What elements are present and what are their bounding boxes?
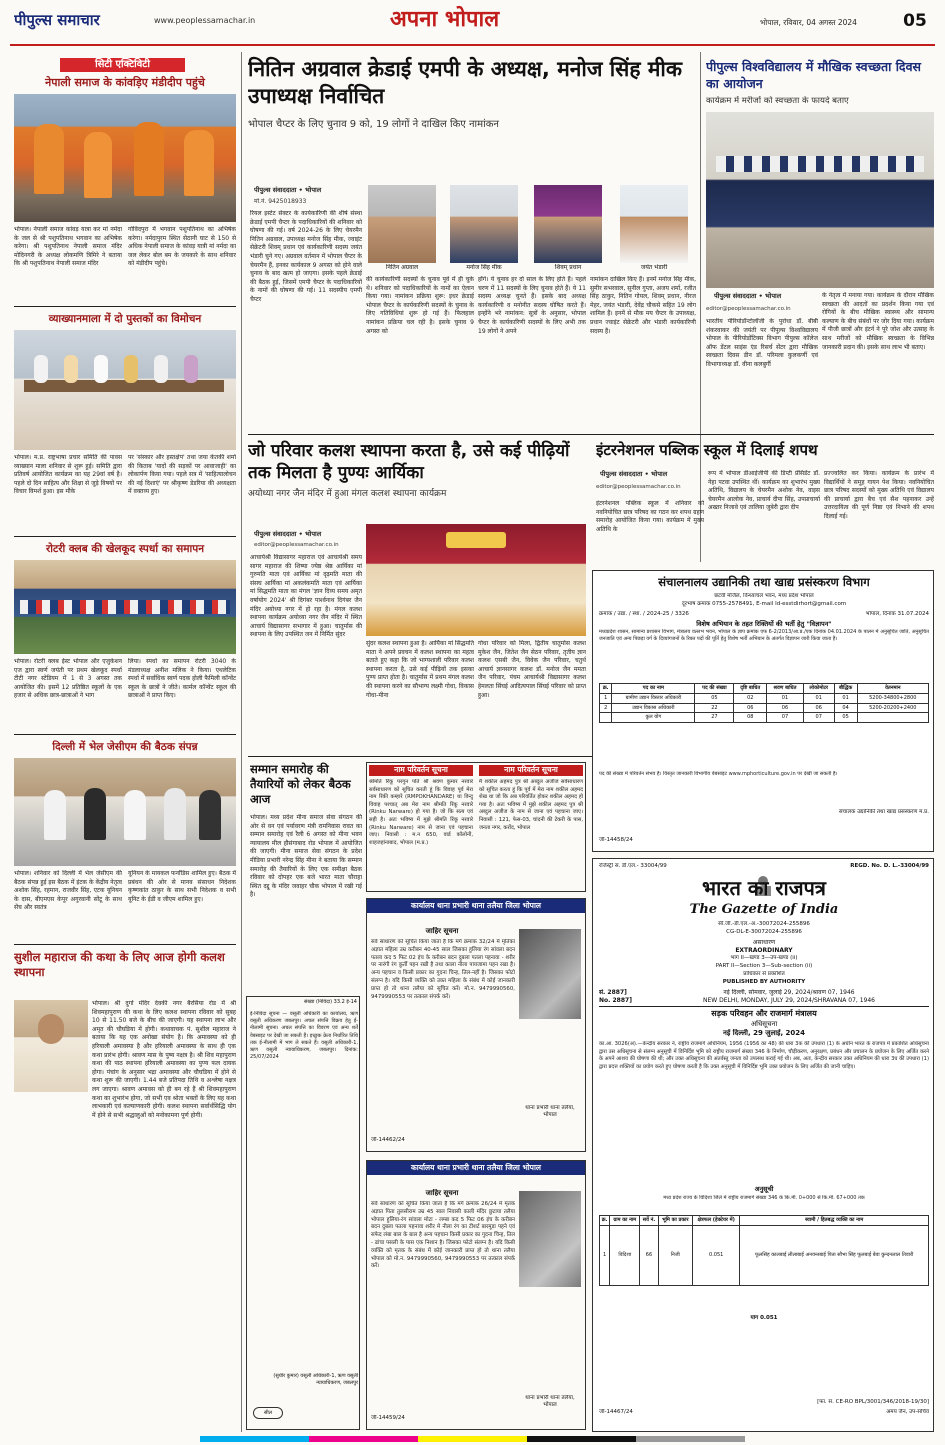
police-notice-sign: थाना प्रभारी थाना तलैया, भोपाल: [525, 1105, 575, 1119]
table-cell: 5200-20200+2400: [857, 703, 928, 713]
section-divider: [592, 434, 934, 435]
credai-caption: जयंत भंडारी: [640, 264, 668, 271]
police-notice-ref: जी-14462/24: [371, 1137, 405, 1143]
gazette-auth-hi: प्राधिकार से प्रकाशित: [743, 971, 785, 977]
credai-portrait-nitin: [368, 185, 436, 263]
tender-seal: सील: [253, 1407, 283, 1419]
table-header: सर्वे नं.: [640, 1216, 658, 1226]
gazette-part-hi: भाग II—खण्ड 3—उप-खण्ड (ii): [730, 955, 798, 961]
rotary-headline: रोटरी क्लब की खेलकूद स्पर्धा का समापन: [45, 543, 205, 555]
masthead-rule: [10, 44, 935, 46]
samman-text: भोपाल। मध्य प्रदेश मीना समाज सेवा संगठन की ओर से वन एवं पर्यावरण मंत्री रामनिवास रावत का सम्मान समारोह एवं रैली 6 अगस्त को मीना भवन न्यायालय मील हौसंगाबाद रोड भोपाल में आयोजित की जाएगी। मीना समाज सेवा संगठन के प्रदेश मीडिया प्रभारी नरेन्द्र सिंह मीना ने बताया कि सम्मान समारोह की तैयारियों के लिए एक समीक्षा बैठक रविवार को दोपहर एक बजे भारत माता चौराहा स्थित दद्दू के मंदिर जवाहर चौक भोपाल में रखी गई है।: [250, 814, 362, 899]
bhel-meeting-photo: [14, 758, 236, 866]
gazette-extra-hi: असाधारण: [752, 939, 776, 946]
gazette-footer-sign: अमय जैन, उप-सचिव: [886, 1409, 929, 1415]
table-cell: निजी: [658, 1225, 692, 1285]
city-activity-col1: भोपाल। नेपाली समाज कांवड़ यात्रा कर मां नर्मदा के जल से श्री पशुपतिनाथ भगवान का अभिषेक करेगा। श्री पशुपतिनाथ नेपाली समाज मंदिर मोदिनगरी के अध्यक्ष लोकमणि त्रिमिरे ने बताया कि श्री पशुपतिनाथ नेपाली समाज मंदिर: [14, 226, 122, 268]
police-notice-ref: जी-14459/24: [371, 1415, 405, 1421]
gazette-ref: जी-14467/24: [599, 1409, 633, 1415]
brand-logo: पीपुल्स समाचार: [14, 11, 100, 29]
police-notice-text: सर्व साधारण को सूचित किया जाता है कि मर्ग क्रमांक 26/24 मे मृतक अज्ञात पिता तुलसीराम उम्र 45 साल निवासी काली मंदिर छुटाया तलैया भोपाल हुलिया-रंग सांवला मोटा - लम्बा कद 5 फिट 06 इंच के करीबन बदन दुबला पतला पहनावा शरीर मे नीला रंग का टीशर्ट बारमूडा पहने एवं सफेद लंबा बाल के बाल है अन्य पहचान किसी प्रकार का गुदना चिन्ह, तिल - ढांचा पसली के पास एक निशान है। जिसका फोटो संलग्न है। यदि किसी व्यक्ति को मृतक के संबंध में कोई जानकारी प्राप्त हो तो थाना तलैया भोपाल को मो.न. 9479990560, 9479990553 पर तत्काल संपर्क करें।: [371, 1201, 515, 1270]
police-notice-heading: कार्यालय थाना प्रभारी थाना तलैया जिला भोपाल: [367, 1161, 585, 1175]
kalash-col2: सुंदर कलश स्थापना हुआ है। आर्यिका मां सिद्धमति माता ने अपने प्रवचन में कलश स्थापना का महत्व बताते हुए कहा कि जो भाग्यशाली परिवार कलश स्थापना करता है, उसे कई पीढ़ियों तक इसका पुण्य प्राप्त होता है। चातुर्मास में प्रथम मंगल कलश की स्थापना करने का सौभाग्य लक्ष्मी गोधा, विकास गोधा-मीना: [366, 640, 474, 699]
kalash-subhead: अयोध्या नगर जैन मंदिर में हुआ मंगल कलश स्थापना कार्यक्रम: [248, 489, 447, 499]
table-cell: उद्यान विकास अधिकारी: [612, 703, 695, 713]
website: www.peoplessamachar.in: [154, 16, 256, 25]
school-col2: रूप में भोपाल डीआईजीपी की डिप्टी प्रेसिडेंट डॉ. नेहा पटवा उपस्थित थीं। कार्यक्रम का शुभारंभ मुख्य अतिथि, विद्यालय के चेयरमैन अशोक नेव, वाइस चेयरमैन आलोक नेव, प्राचार्य दीपा सिंह, उपप्राचार्या अख्तर निजावे एवं तालिया जुबेरी द्वारा दीप: [708, 470, 820, 512]
credai-portrait-manoj: [450, 185, 518, 263]
section-divider: [14, 306, 236, 307]
university-col2: के नेतृत्व में मनाया गया। कार्यक्रम के दौरान मौखिक स्वच्छता की आदतों का प्रदर्शन किया गया एवं रोगियों के बीच मौखिक स्वास्थ्य और सामान्य कल्याण के बीच संबंधों पर जोर दिया गया। कार्यक्रम में पीजी छात्रों और इंटर्न ने पूरे जोश और उत्साह के साथ मरीजों को मौखिक स्वच्छता के विभिन्न जानकारी प्रदान की। इसके साथ लाभ भी बताए।: [822, 292, 934, 351]
table-header: ग्राम का नाम: [610, 1216, 640, 1226]
name-change-text: मैं शकील अहमद पुत्र श्री अब्दुल अजीज सर्वसाधारण को सूचित करता हूं कि पूर्व में मेरा नाम शकील अहमद शेख था जो कि अब परिवर्तित होकर शकील अहमद हो गया है। अतः भविष्य में मुझे शकील अहमद पुत्र श्री अब्दुल अजीज के नाम से जाना एवं पहचाना जाए। निवासी : 121, फेस-03, चांदनी की टेकरी के पास, जनता नगर, करोंद, भोपाल: [479, 779, 583, 831]
school-col1: इंटरनेशनल पब्लिक स्कूल में शनिवार को नवनियोचित छात्र परिषद का गठन कर शपथ ग्रहण समारोह आयोजित किया गया। कार्यक्रम में मुख्य अतिथि के: [596, 500, 704, 533]
credai-portrait-shivam: [534, 185, 602, 263]
university-email: editor@peoplessamachar.co.in: [706, 306, 791, 312]
table-cell: 08: [734, 713, 767, 723]
city-activity-col2: गोविंदपुरा में भगवान पशुपतिनाथ का अभिषेक करेगा। नर्मदापुरम स्थित सेठानी घाट से 150 से अधिक नेपाली समाज के कांवड़ यात्री मां नर्मदा का जल लेकर बोल बम के जयकारे के साथ शनिवार को मंडीदीप पहुंचे।: [128, 226, 236, 268]
university-group-photo: [706, 112, 934, 288]
tender-ref: संख्या (निविदा) 33.2 ई-14: [303, 999, 357, 1005]
table-header: भूमि का प्रकार: [658, 1216, 692, 1226]
kalash-ceremony-photo: [366, 524, 586, 636]
table-header: क्र.: [600, 684, 612, 694]
table-cell: 1: [600, 1225, 610, 1285]
gazette-ministry: सड़क परिवहन और राजमार्ग मंत्रालय: [711, 1009, 817, 1018]
section-divider: [14, 734, 236, 735]
table-cell: 01: [834, 693, 857, 703]
table-cell: 06: [803, 703, 834, 713]
table-header: लोकोमोटर: [803, 684, 834, 694]
gazette-code2: CG-DL-E-30072024-255896: [726, 929, 802, 935]
deceased-man-photo: [519, 1191, 581, 1287]
credai-byline: पीपुल्स संवाददाता • भोपाल: [254, 186, 322, 194]
table-row: [600, 693, 929, 703]
gazette-title-en: The Gazette of India: [689, 902, 839, 917]
gazette-extra-en: EXTRAORDINARY: [735, 947, 793, 954]
table-cell: 2: [600, 703, 612, 713]
horticulture-address: छटवी मंजिल, विन्ध्याचल भवन, मध्य प्रदेश भोपाल: [714, 593, 814, 599]
gazette-no-left: सं. 2887]: [599, 989, 627, 996]
table-cell: 01: [767, 693, 804, 703]
table-header: पद की संख्या: [695, 684, 734, 694]
table-cell: 07: [803, 713, 834, 723]
police-notice-heading: कार्यालय थाना प्रभारी थाना तलैया जिला भोपाल: [367, 899, 585, 913]
gazette-date-en: NEW DELHI, MONDAY, JULY 29, 2024/SHRAVANA 07, 1946: [702, 997, 876, 1004]
gazette-no-right: No. 2887]: [599, 997, 632, 1004]
gazette-reg-right: REGD. No. D. L.-33004/99: [850, 863, 929, 869]
table-cell: 07: [767, 713, 804, 723]
credai-headline: नितिन अग्रवाल क्रेडाई एमपी के अध्यक्ष, मनोज सिंह मीक उपाध्यक्ष निर्वाचित: [248, 57, 682, 108]
gazette-footer-ref: [फा. सं. CE-RO BPL/3001/346/2018-19/30]: [817, 1399, 929, 1405]
horticulture-ref: जी-14458/24: [599, 837, 633, 843]
university-byline: पीपुल्स संवाददाता • भोपाल: [714, 292, 782, 300]
police-notice-sign: थाना प्रभारी थाना तलैया, भोपाल: [525, 1395, 575, 1409]
horticulture-title: विशेष अभियान के तहत रिक्तियों की भर्ती हेतु "विज्ञापन": [696, 620, 832, 628]
gazette-notif-date: नई दिल्ली, 29 जुलाई, 2024: [722, 1029, 806, 1037]
color-registration-strip: [200, 1436, 745, 1442]
horticulture-footer: पद की संख्या में परिवर्तन संभव है। विस्तृत जानकारी विभागीय वेबसाइट www.mphorticulture.gov.in पर देखी जा सकती है।: [599, 771, 838, 777]
credai-col3: होंगे। ये चुनाव हर दो साल के लिए होते हैं। पहले चरण में 11 सदस्यों के लिए चुनाव होते हैं। ये 11 सदस्य अध्यक्ष चुनते हैं। इसके बाद अध्यक्ष कार्यकारिणी व मनोनीत सदस्य घोषित करते हैं। इन्होंने भरे नामांकन: सूत्रों के अनुसार, भोपाल चैप्टर के कार्यकारिणी सदस्यों के लिए अभी तक 19 लोगों ने अपने: [478, 276, 586, 335]
table-cell: विदिशा: [610, 1225, 640, 1285]
table-header: वेतनमान: [857, 684, 928, 694]
table-cell: 05: [834, 713, 857, 723]
gazette-auth-en: PUBLISHED BY AUTHORITY: [722, 979, 806, 985]
name-change-heading: नाम परिवर्तन सूचना: [369, 765, 473, 776]
gazette-notif: अधिसूचना: [750, 1020, 778, 1028]
section-divider: [14, 944, 236, 945]
name-change-text: श्रीमति रिंकू परगुन पति श्री श्रवण कुमार नरवारे सर्वसाधारण को सूचित करती हूं कि विवाह पूर्व मेरा नाम रिंकी कम्हारे (RMPOKHANDARE) था विन्दु विवाह पश्चात् अब मेरा नाम श्रीमति रिंकू नरवारे (Rinku Narware) हो गया है। जो कि सत्य एवं सही है। अतः भविष्य में मुझे श्रीमति रिंकू नरवारे (Rinku Narware) नाम से जाना एवं पहचाना जाए। निवासी : म.न 650, वार्ड कॉलोनी, शाहजहांनाबाद, भोपाल (म.प्र.): [369, 779, 473, 846]
rotary-col2: लिया। स्पर्धा का समापन रोटरी 3040 के मंडलाध्यक्ष अनीश मलिक ने किया। एथलेटिक स्पर्धा में सर्वाधिक स्वर्ण पदक होली फैमिली कॉन्वेंट स्कूल के छात्रों ने जीते। कार्मल कॉन्वेंट स्कूल की छात्राओं ने प्राप्त किए।: [128, 658, 236, 700]
gazette-rule: [599, 1006, 929, 1007]
bhel-col2: यूनियन के मायकल फर्नांडिस शामिल हुए। बैठक में प्रबंधन की ओर से मानव संसाधन निदेशक कृष्णकांत ठाकुर के साथ सभी निदेशक व सभी यूनिट के ईडी व जीएम शामिल हुए।: [128, 870, 236, 903]
table-header: क्र.: [600, 1216, 610, 1226]
horticulture-text: मध्यप्रदेश शासन, सामान्य प्रशासन विभाग, मंत्रालय वल्लभ भवन, भोपाल के ज्ञाप क्रमांक एफ 6-2/2013/आ.प्र./एक दिनांक 04.01.2024 के पालन में अनुसूचित जाति, अनुसूचित जनजाति एवं अन्य पिछड़ा वर्ग के दिव्यांगजनों के रिक्त पदों की पूर्ति हेतु विशेष भर्ती अभियान के अंतर्गत विज्ञापन जारी किया जाता है।: [599, 629, 929, 643]
dateline: भोपाल, रविवार, 04 अगस्त 2024: [760, 18, 857, 27]
horticulture-contact: दूरभाष क्रमांक 0755-2578491, E-mail Id-esstdirhort@gmail.com: [681, 601, 847, 607]
table-cell: फूलसिंह कालबाई लीलाबाई अनवन्तबाई पिता सौभा सिंह फूलबाई बेवा कुन्दनलाल तिवारी: [740, 1225, 929, 1285]
table-header: स्वामी / हितबद्ध व्यक्ति का नाम: [740, 1216, 929, 1226]
school-headline: इंटरनेशनल पब्लिक स्कूल में दिलाई शपथ: [596, 441, 818, 459]
police-notice-subhead: जाहिर सूचना: [425, 927, 459, 935]
gazette-schedule-note: मध्य प्रदेश राज्य के विदिशा जिले में राष्ट्रीय राजमार्ग संख्या 346 के कि.मी. 0+000 से कि.मी. 67+000 तक: [663, 1195, 865, 1201]
university-col1: भारतीय पीरियोडॉन्टोलॉजी के पुरोधा डॉ. बीबी शंकरवाकर की जयंती पर पीपुल्स विश्वविद्यालय भोपाल के पीरियोडोंटिक्स विभाग पीपुल्स कॉलेज ऑफ डेंटल साइंस एंड रिसर्च सेंटर द्वारा मौखिक स्वच्छता दिवस डीन डॉ. परिमला कुलकर्णी एवं विभागाध्यक्ष डॉ. वीना कलबुर्गी: [706, 318, 818, 368]
page-number: 05: [903, 11, 927, 31]
gazette-total: योग 0.051: [750, 1315, 778, 1321]
credai-col4: नामांकन दाखिल किए हैं। इनमें मनोज सिंह मीक, सुमीर सभरवाल, सुनील गुप्ता, अजय शर्मा, रजीत सिंह ठाकुर, नितिन गोयल, शिवम्‌ प्रधान, नीरज मेहर, जयंत भंडारी, देवेंद्र चौकसे सहित 19 लोग शामिल हैं। इनमें से मौक मय चैप्टर के उपाध्यक्ष, प्रधान ज्वाइंट सेक्रेटरी और भंडारी कार्यकारिणी सदस्य हैं।: [590, 276, 696, 335]
table-header: बौद्धिक: [834, 684, 857, 694]
table-cell: 02: [734, 693, 767, 703]
sushil-headline: सुशील महाराज की कथा के लिए आज होगी कलश स्थापना: [14, 950, 225, 979]
table-row: [600, 1225, 929, 1285]
kalash-byline: पीपुल्स संवाददाता • भोपाल: [254, 530, 322, 538]
kalash-col3: गोधा परिवार को मिला, द्वितीय चातुर्मास कलश मुकेश जैन, जितेश जैन सेठन परिवार, तृतीय ज्ञान कलश एसबी जैन, विवेक जैन परिवार, चतुर्थ आचार्य ज्ञानसागर कलश डॉ. मनोज जैन ममता जैन परिवार, पंचम आचार्यश्री विद्यासागर कलश हेमलता सिंघई आदित्यपाल सिंघई परिवार को प्राप्त हुआ।: [478, 640, 586, 699]
samman-headline: सम्मान समारोह की तैयारियों को लेकर बैठक आज: [250, 762, 351, 806]
school-col3: प्रज्ज्वलित कर किया। कार्यक्रम के प्रारंभ में विद्यार्थियों ने समूह गायन पेश किया। नवनियोचित छात्र परिषद सदस्यों को मुख्य अतिथि एवं विद्यालय की प्राचार्या द्वारा बैच एवं सैश पहनाकर उन्हें उत्तरदायित्व की पूर्ण निष्ठा एवं निभाने की शपथ दिलाई गई।: [824, 470, 934, 520]
university-headline: पीपुल्स विश्वविद्यालय में मौखिक स्वच्छता दिवस का आयोजन: [706, 59, 921, 91]
school-email: editor@peoplessamachar.co.in: [596, 484, 681, 490]
section-divider: [14, 536, 236, 537]
credai-portrait-jayant: [620, 185, 688, 263]
tender-sign: (सुधीर कुमार) वसूली अधिकारी-1, ऋण वसूली न्यायाधिकरण, जबलपुर: [273, 1373, 358, 1386]
horticulture-order-date: भोपाल, दिनांक 31.07.2024: [865, 611, 929, 617]
kalash-col1: आचार्यश्री विद्यासागर महाराज एवं आचार्यश्री समय सागर महाराज की शिष्या ज्येष्ठ श्रेष्ठ आर्यिका मां गुरुमति माता एवं आर्यिका मां दृढ़मति माता की संसघ आर्यिका मां अकलंकमति माता एवं आर्यिका मां सिद्धमति माता का मंगल 'ज्ञान दिव्य समय अमृत वर्षायोग 2024' श्री दिगंबर पार्श्वनाथ दिगंबर जैन मंदिर अयोध्या नगर में हो रहा है। मंगल कलश स्थापना कार्यक्रम अयोध्या नगर जैन मंदिर में स्थित आचार्य विद्यासागर सभागार में हुआ। चातुर्मास की स्थापना के लिए उपस्थित जन में निर्मित सुंदर: [250, 554, 362, 639]
horticulture-sign: संचालक उद्यानिकी तथा खाद्य प्रसंस्करण म.प्र.: [838, 809, 929, 815]
table-cell: 5200-34800+2800: [857, 693, 928, 703]
gazette-part-en: PART II—Section 3—Sub-section (ii): [715, 963, 813, 969]
gazette-text: का.आ. 3026(अ).—केन्द्रीय सरकार ने, राष्ट्रीय राजमार्ग अधिनियम, 1956 (1956 का 48) की धारा 3क की उपधारा (1) के अधीन भारत के राजपत्र में प्रकाशित अधिसूचना द्वारा उस अधिसूचना से संलग्न अनुसूची में विनिर्दिष्ट भूमि को राष्ट्रीय राजमार्ग संख्या 346 के निर्माण, चौड़ीकरण, अनुरक्षण, प्रबंधन और प्रचालन के प्रयोजन के लिए अर्जित करने के अपने आशय की घोषणा की थी; और उक्त अधिसूचना की अंतर्वस्तु जनता को उपलब्ध कराई गई थी। अब, अतः, केन्द्रीय सरकार उक्त अधिनियम की धारा 3घ की उपधारा (1) द्वारा प्रदत्त शक्तियों का प्रयोग करते हुए घोषणा करती है कि उक्त अनुसूची में विनिर्दिष्ट भूमि उक्त प्रयोजन के लिए अर्जित की जानी चाहिए।: [599, 1041, 929, 1070]
table-row: [600, 703, 929, 713]
table-header: श्रवण बाधित: [767, 684, 804, 694]
table-cell: 06: [734, 703, 767, 713]
table-cell: 01: [803, 693, 834, 703]
masthead: [0, 0, 945, 46]
rotary-photo: [14, 560, 236, 654]
section-title: अपना भोपाल: [390, 7, 500, 32]
table-cell: 66: [640, 1225, 658, 1285]
credai-caption: नितिन अग्रवाल: [385, 264, 419, 271]
gazette-date-hi: नई दिल्ली, सोमवार, जुलाई 29, 2024/श्रावण 07, 1946: [723, 989, 855, 996]
table-cell: [857, 713, 928, 723]
lecture-col2: पर 'संस्कार और हस्तक्षेप' तथा जया केतकी शर्मा की किताब 'यादों की सड़कों पर आवाजाही' का लोकार्पण किया गया। पहले सत्र में 'साहित्यालोचन की नई दिशाएं' पर श्रीकृष्ण डेडरिया की अध्यक्षता में वक्तव्य हुए।: [128, 454, 236, 496]
table-cell: 1: [600, 693, 612, 703]
city-activity-headline: नेपाली समाज के कांवड़िए मंडीदीप पहुंचे: [45, 76, 205, 89]
university-subhead: कार्यक्रम में मरीजों को स्वच्छता के फायदे बताए: [706, 96, 849, 106]
bhel-col1: भोपाल। शनिवार को दिल्ली में भेल जेसीएम की बैठक संपन्न हुई इस बैठक में इंटक के केंद्रीय नेतृत्व अशोक सिंह, रहमान, राजवीर सिंह, एटक यूनियन के दास, बीएमएस केपूर अगुरवानी सोंटू के साथ सेंच और स्वतंत्र: [14, 870, 122, 912]
police-notice-1: [366, 898, 586, 1152]
rotary-col1: भोपाल। रोटरी क्लब ईस्ट भोपाल और एजुकेशन एज द्वारा स्वर्ण जयंती पर प्रथम खेलकूद स्पर्धा टीटी नगर स्टेडियम में 1 से 3 अगस्त तक आयोजित की। इसमें 12 प्रतिष्ठित स्कूलों के एक हजार से अधिक छात्र-छात्राओं ने भाग: [14, 658, 122, 700]
table-header: क्षेत्रफल (हेक्टेयर में): [693, 1216, 740, 1226]
table-row: [600, 713, 929, 723]
gazette-schedule: अनुसूची: [754, 1185, 774, 1193]
tender-notice: [246, 996, 360, 1430]
credai-contact: मो.नं. 9425018933: [254, 198, 307, 205]
city-activity-tag: सिटी एक्टिविटी: [60, 58, 185, 72]
table-cell: 06: [767, 703, 804, 713]
gazette-table: [599, 1215, 929, 1286]
table-cell: 04: [834, 703, 857, 713]
lecture-photo: [14, 330, 236, 450]
lecture-col1: भोपाल। म.प्र. राष्ट्रभाषा प्रचार समिति की पावस व्याख्यान माला शनिवार से शुरू हुई। समिति द्वारा प्रतिवर्ष आयोजित कार्यक्रम का यह 29वां वर्ष है। पहले दो दिन साहित्य और शिक्षा से जुड़े विषयों पर विचार विमर्श हुआ। इस मौके: [14, 454, 122, 496]
table-cell: 27: [695, 713, 734, 723]
lecture-headline: व्याख्यानमाला में दो पुस्तकों का विमोचन: [48, 313, 202, 325]
table-cell: 05: [695, 693, 734, 703]
sushil-text: भोपाल। श्री दुर्गा मंदिर देवकी नगर बैरसिया रोड में श्री शिवमहापुराण की कथा के लिए कलश स्थापना रविवार को सुबह 10 से 11.50 बजे के बीच की जाएगी। यह स्थापना लाभ और अमृत की चौघडिया में होगी। कथावाचक पं. सुशील महाराज ने बताया कि यह एक अनोखा संयोग है। कि अमावस्या को ही हरियाली अमावस्या है और हरियाली अमावस्या के साथ ही एक कथा प्रारंभ होगी। श्रावण मास के पुष्य नक्षत्र है। श्री शिव महापुराण कथा की पाठ स्थापना हरियाली अमावस्या का पुण्य फल दायक होगा। पंचांग के अनुसार भद्रा अमावस्या और चौघडिया में होने से कथा शुरू की जाएगी। 1.44 बजे प्रतिपदा तिथि व अश्लेषा नक्षत्र लग जाएगा। श्रावण अमावस को ही बन रहे हैं श्री शिवमहापुराण कथा का शुभारंभ होगा, जो सभी एव श्रोता भक्तों के लिए यह कथा लाभकारी एवं कल्याणकारी होगी। कलश स्थापना सर्वार्थसिद्धि योग में होने से सभी श्रद्धालुओं को मनोकामना पूर्ण होगी।: [92, 1000, 236, 1119]
table-header: दृष्टि बाधित: [734, 684, 767, 694]
table-cell: 0.051: [693, 1225, 740, 1285]
table-cell: कुल योग: [612, 713, 695, 723]
school-byline: पीपुल्स संवाददाता • भोपाल: [600, 470, 668, 478]
gazette-notice: [592, 858, 934, 1432]
name-change-box: [366, 762, 586, 892]
kalash-email: editor@peoplessamachar.co.in: [254, 542, 339, 548]
kanwar-yatra-photo: [14, 94, 236, 222]
table-header: पद का नाम: [612, 684, 695, 694]
column-divider: [241, 52, 242, 1432]
horticulture-table: [599, 683, 929, 723]
gazette-reg-left: रजिस्ट्री सं. डी.एल.- 33004/99: [599, 863, 667, 869]
gazette-title-hi: भारत का राजपत्र: [702, 876, 826, 900]
horticulture-order-ref: क्रमांक / उद्या. / स्था. / 2024-25 / 3326: [599, 611, 689, 617]
credai-caption: मनोज सिंह मीक: [466, 264, 502, 271]
bhel-headline: दिल्ली में भेल जेसीएम की बैठक संपन्न: [52, 741, 198, 753]
credai-col2: की कार्यकारिणी सदस्यों के चुनाव पूर्व में ही चुके थे। शनिवार को पदाधिकारियों के नामों का ऐलान किया गया। नामांकन प्रक्रिया शुरू: इधर क्रेडाई भोपाल चैप्टर के कार्यकारिणी सदस्यों के चुनाव के लिए गतिविधियां शुरू हो गई हैं। फिलहाल नामांकन प्रक्रिया चल रही है। इसके चुनाव 9 अगस्त को: [366, 276, 474, 335]
police-notice-subhead: जाहिर सूचना: [425, 1189, 459, 1197]
name-change-heading: नाम परिवर्तन सूचना: [479, 765, 583, 776]
tender-text: ई-निविदा सूचना — वसूली अधिकारी का कार्यालय, ऋण वसूली अधिकरण जबलपुर। अचल संपत्ति विक्रय हेतु ई-नीलामी सूचना। अचल संपत्ति का विवरण एवं अन्य शर्तें वेबसाइट पर देखी जा सकती हैं। इच्छुक क्रेता निर्धारित तिथि तक ई-नीलामी में भाग ले सकते हैं। वसूली अधिकारी-1, ऋण वसूली न्यायाधिकरण, जबलपुर। दिनांक: 25/07/2024: [250, 1011, 358, 1061]
kalash-headline: जो परिवार कलश स्थापना करता है, उसे कई पीढ़ियों तक मिलता है पुण्यः आर्यिका: [248, 441, 570, 483]
credai-col1: रियल इस्टेट सेक्टर के कार्यकारिणी की शीर्ष संस्था क्रेडाई एमपी चैप्टर के पदाधिकारियों की शनिवार को घोषणा की गई। वर्ष 2024-26 के लिए चेयरमैन नितिन अग्रवाल, उपाध्यक्ष मनोज सिंह मीक, ज्वाइंट सेक्रेटरी शिवम्‌ प्रधान एवं कार्यकारिणी सदस्य जयंत भंडारी चुने गए। अग्रवाल वर्तमान में भोपाल चैप्टर के चेयरमैन हैं, इनका कार्यकाल 9 अगस्त को होने वाले चुनाव के बाद खत्म हो जाएगा। इसके पहले क्रेडाई की बैठक हुई, जिसमें एमपी चैप्टर के पदाधिकारियों के नामों की घोषणा की गई। 11 सदस्यीय एमपी चैप्टर: [250, 210, 362, 303]
table-cell: ग्रामीण उद्यान विस्तार अधिकारी: [612, 693, 695, 703]
deceased-woman-photo: [519, 929, 581, 1019]
gazette-code1: सी.जी.-डी.एल.-अ.-30072024-255896: [718, 921, 810, 927]
horticulture-heading: संचालनालय उद्यानिकी तथा खाद्य प्रसंस्करण विभाग: [658, 575, 870, 589]
table-cell: 22: [695, 703, 734, 713]
police-notice-text: सर्व साधारण को सूचित किया जाता है कि मर्ग क्रमांक 32/24 मे मृतिका अज्ञात महिला उम्र करीबन 40-45 साल जिसका हुलिया रंग सांवला बदन पतला कद 5 फिट 02 इंच के करीबन बदन दुबला पतला पहनावा - शरीर पर नारंगी रंग कुर्ती पहन रखी है तथा काला नीला पायजामा पहन रखा है। अन्य पहचान व किसी प्रकार का गुदना चिन्ह, तिल-नहीं है। जिसका फोटो संलग्न है। यदि किसी व्यक्ति को उक्त महिला के संबंध में कोई जानकारी प्राप्त हो तो थाना तलैया को सूचित करें। मो.न. 9479990560, 9479990553 पर तत्काल संपर्क करें।: [371, 939, 515, 1000]
credai-caption: शिवम्‌ प्रधान: [554, 264, 582, 271]
police-notice-2: [366, 1160, 586, 1430]
sushil-maharaj-photo: [14, 1000, 88, 1092]
horticulture-notice: [592, 570, 934, 852]
credai-subhead: भोपाल चैप्टर के लिए चुनाव 9 को, 19 लोगों ने दाखिल किए नामांकन: [248, 119, 499, 130]
table-cell: [600, 713, 612, 723]
